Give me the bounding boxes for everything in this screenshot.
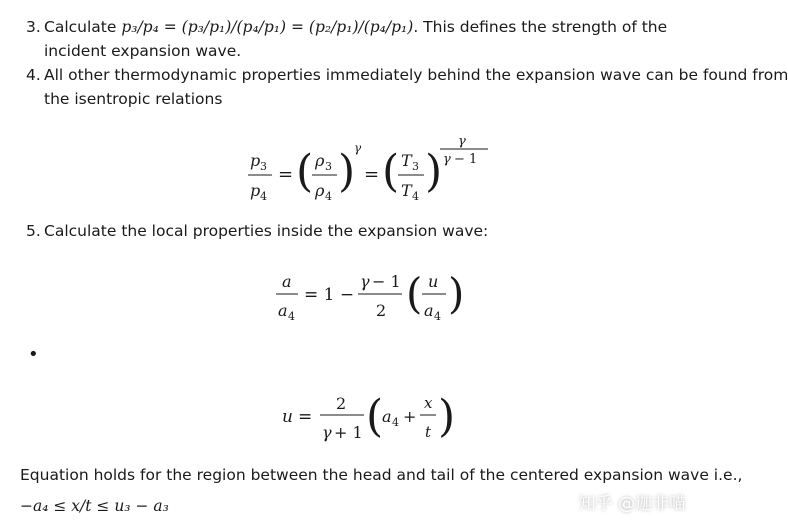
footer-line-1: Equation holds for the region between the head and tail of the centered expansion wave i.e., <box>20 466 743 484</box>
svg-text:=: = <box>298 407 313 427</box>
svg-text:4: 4 <box>392 416 399 429</box>
svg-text:): ) <box>425 146 443 197</box>
step-4-line-2: the isentropic relations <box>44 90 223 108</box>
svg-text:γ: γ <box>354 141 362 155</box>
svg-text:(: ( <box>406 269 423 318</box>
speed-of-sound-ratio-equation <box>270 262 470 330</box>
svg-text:γ: γ <box>322 423 332 442</box>
svg-text:= 1 −: = 1 − <box>304 285 355 305</box>
bullet-point: • <box>28 344 39 365</box>
step-4 <box>26 63 788 87</box>
svg-text:T: T <box>401 181 412 200</box>
svg-text:ρ: ρ <box>315 181 325 200</box>
svg-text:− 1: − 1 <box>372 272 401 291</box>
svg-text:3: 3 <box>412 160 419 173</box>
step-5-line-1: Calculate the local properties inside the expansion wave: <box>44 222 489 240</box>
svg-text:+ 1: + 1 <box>334 423 363 442</box>
svg-text:2: 2 <box>376 301 387 320</box>
svg-text:(: ( <box>296 146 314 197</box>
velocity-equation <box>278 386 468 456</box>
svg-text:): ) <box>338 146 356 197</box>
step-4-line-1: All other thermodynamic properties immediately behind the expansion wave can be found from <box>44 66 788 84</box>
step-3-text-a: Calculate <box>44 18 122 36</box>
step-3-text-b: . This defines the strength of the <box>413 18 668 36</box>
svg-text:− 1: − 1 <box>454 152 478 167</box>
svg-text:4: 4 <box>434 310 441 323</box>
step-3-line-2: incident expansion wave. <box>44 42 242 60</box>
svg-text:a: a <box>382 407 392 426</box>
svg-text:4: 4 <box>412 190 419 203</box>
svg-text:=: = <box>364 164 380 185</box>
footer-inequality: −a₄ ≤ x/t ≤ u₃ − a₃ <box>20 497 169 515</box>
svg-text:p: p <box>250 181 261 200</box>
svg-text:p: p <box>250 151 261 170</box>
svg-text:): ) <box>438 391 456 442</box>
svg-text:a: a <box>424 301 434 320</box>
step-3-number: 3. <box>26 18 41 36</box>
svg-text:3: 3 <box>260 160 267 173</box>
svg-text:a: a <box>278 301 288 320</box>
svg-text:γ: γ <box>443 152 451 167</box>
svg-text:x: x <box>424 394 433 412</box>
step-3 <box>26 15 667 39</box>
svg-text:u: u <box>282 407 293 427</box>
svg-text:2: 2 <box>336 394 347 413</box>
svg-text:γ: γ <box>458 134 466 149</box>
svg-text:4: 4 <box>260 190 267 203</box>
step-5-number: 5. <box>26 222 41 240</box>
watermark: 知乎 @迦非喵 <box>578 494 686 514</box>
svg-text:(: ( <box>382 146 400 197</box>
isentropic-relation-equation <box>240 128 500 212</box>
svg-text:=: = <box>278 164 294 185</box>
svg-text:4: 4 <box>325 190 332 203</box>
svg-text:γ: γ <box>360 272 370 291</box>
svg-text:(: ( <box>366 391 384 442</box>
svg-text:4: 4 <box>288 310 295 323</box>
step-4-number: 4. <box>26 66 41 84</box>
svg-text:T: T <box>401 151 412 170</box>
step-3-math: p₃/p₄ = (p₃/p₁)/(p₄/p₁) = (p₂/p₁)/(p₄/p₁) <box>121 18 414 36</box>
step-5 <box>26 219 488 243</box>
svg-text:): ) <box>448 269 465 318</box>
svg-text:t: t <box>425 423 432 441</box>
svg-text:+: + <box>403 407 417 426</box>
svg-text:3: 3 <box>325 160 332 173</box>
svg-text:u: u <box>428 272 439 291</box>
svg-text:a: a <box>282 272 292 291</box>
svg-text:ρ: ρ <box>315 151 325 170</box>
